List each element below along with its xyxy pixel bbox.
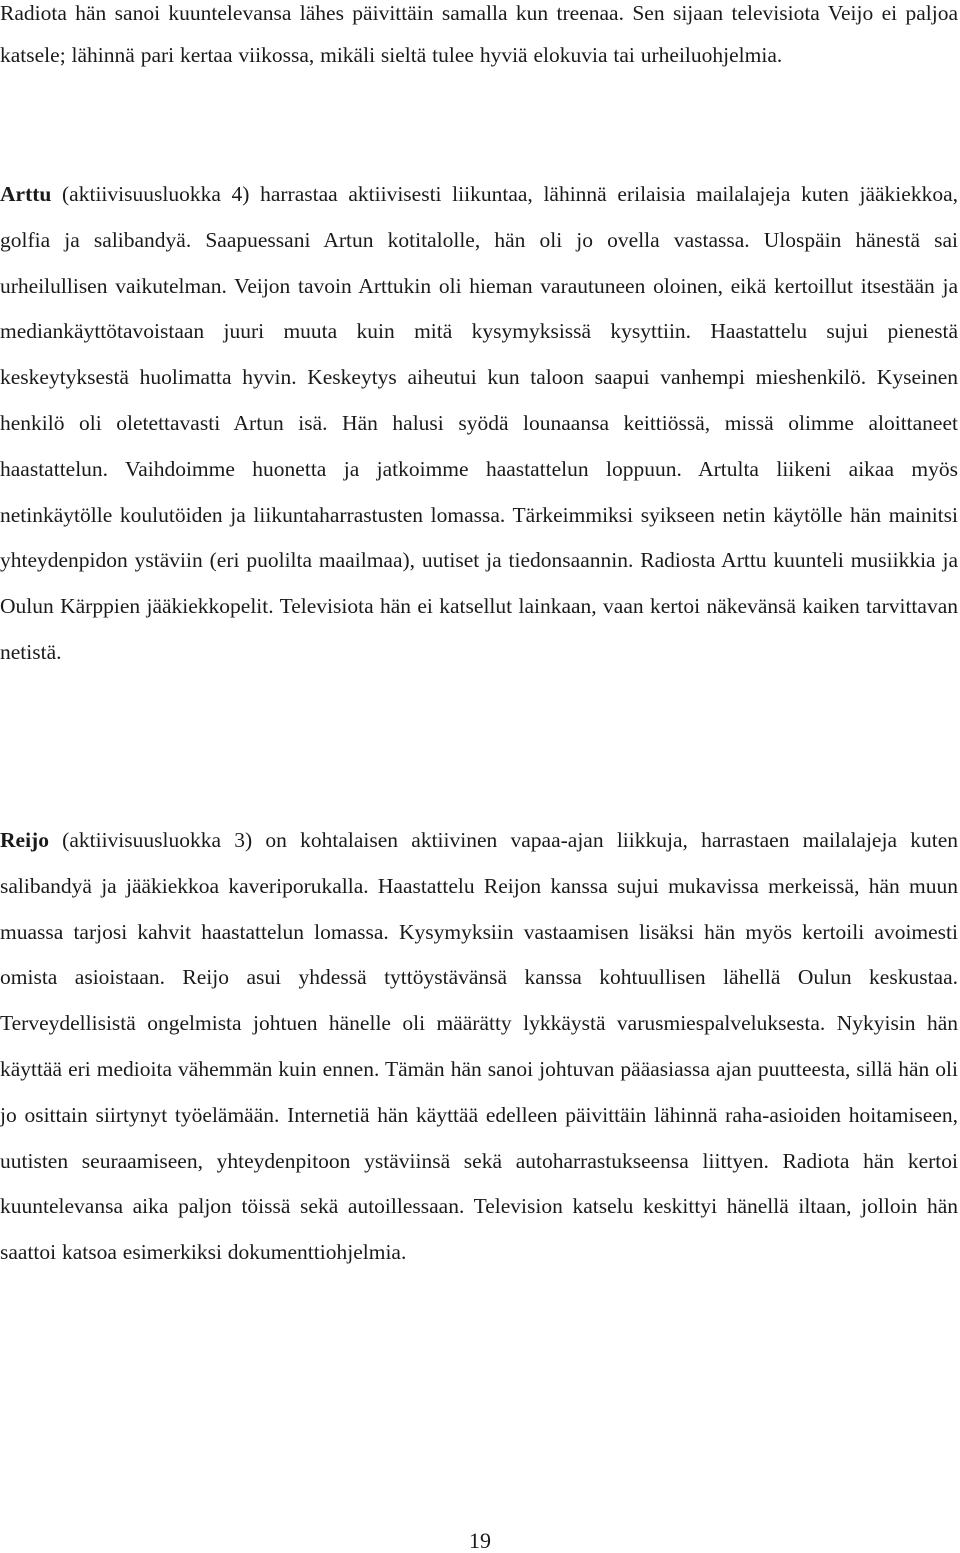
paragraph-arttu [0, 172, 958, 676]
paragraph-text: (aktiivisuusluokka 4) harrastaa aktiivisesti liikuntaa, lähinnä erilaisia mailalajeja kuten jääkiekkoa, golfia ja salibandyä. Saapuessani Artun kotitalolle, hän oli jo ovella vastassa. Ulospäin hänestä sai urheilullisen vaikutelman. Veijon tavoin Arttukin oli hieman varautuneen oloinen, eikä kertoillut itsestään ja mediankäyttötavoistaan juuri muuta kuin mitä kysymyksissä kysyttiin. Haastattelu sujui pienestä keskeytyksestä huolimatta hyvin. Keskeytys aiheutui kun taloon saapui vanhempi mieshenkilö. Kyseinen henkilö oli oletettavasti Artun isä. Hän halusi syödä lounaansa keittiössä, missä olimme aloittaneet haastattelun. Vaihdoimme huonetta ja jatkoimme haastattelun loppuun. Artulta liikeni aikaa myös netinkäytölle koulutöiden ja liikuntaharrastusten lomassa. Tärkeimmiksi syikseen netin käytölle hän mainitsi yhteydenpidon ystäviin (eri puolilta maailmaa), uutiset ja tiedonsaannin. Radiosta Arttu kuunteli musiikkia ja Oulun Kärppien jääkiekkopelit. Televisiota hän ei katsellut lainkaan, vaan kertoi näkevänsä kaiken tarvittavan netistä. [0, 182, 958, 664]
paragraph-veijo-continued [0, 0, 958, 76]
page-number: 19 [469, 1528, 491, 1553]
interviewee-name: Reijo [0, 828, 49, 852]
paragraph-reijo [0, 818, 958, 1276]
paragraph-text: (aktiivisuusluokka 3) on kohtalaisen aktiivinen vapaa-ajan liikkuja, harrastaen mailalajeja kuten salibandyä ja jääkiekkoa kaveriporukalla. Haastattelu Reijon kanssa sujui mukavissa merkeissä, hän muun muassa tarjosi kahvit haastattelun lomassa. Kysymyksiin vastaamisen lisäksi hän myös kertoili avoimesti omista asioistaan. Reijo asui yhdessä tyttöystävänsä kanssa kohtuullisen lähellä Oulun keskustaa. Terveydellisistä ongelmista johtuen hänelle oli määrätty lykkäystä varusmiespalveluksesta. Nykyisin hän käyttää eri medioita vähemmän kuin ennen. Tämän hän sanoi johtuvan pääasiassa ajan puutteesta, sillä hän oli jo osittain siirtynyt työelämään. Internetiä hän käyttää edelleen päivittäin lähinnä raha-asioiden hoitamiseen, uutisten seuraamiseen, yhteydenpitoon ystäviinsä sekä autoharrastukseensa liittyen. Radiota hän kertoi kuuntelevansa aika paljon töissä sekä autoillessaan. Television katselu keskittyi hänellä iltaan, jolloin hän saattoi katsoa esimerkiksi dokumenttiohjelmia. [0, 828, 958, 1265]
interviewee-name: Arttu [0, 182, 52, 206]
paragraph-text: Radiota hän sanoi kuuntelevansa lähes päivittäin samalla kun treenaa. Sen sijaan televisiota Veijo ei paljoa katsele; lähinnä pari kertaa viikossa, mikäli sieltä tulee hyviä elokuvia tai urheiluohjelmia. [0, 1, 958, 67]
